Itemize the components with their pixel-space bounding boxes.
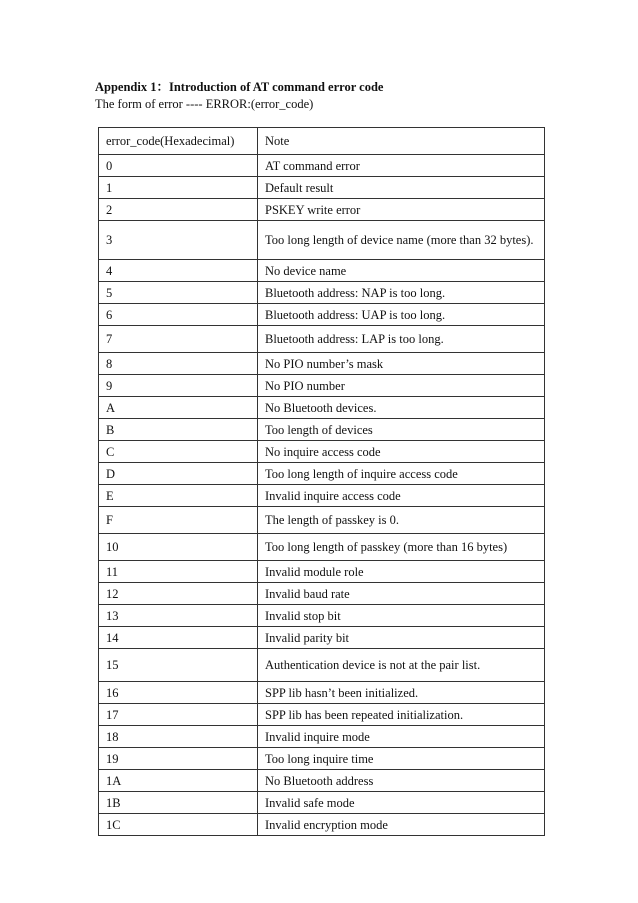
note-cell: Invalid parity bit — [258, 627, 545, 649]
table-row — [99, 375, 545, 397]
note-cell: Bluetooth address: LAP is too long. — [258, 326, 545, 353]
error-code-cell: 18 — [99, 726, 258, 748]
note-cell: No PIO number — [258, 375, 545, 397]
table-row — [99, 353, 545, 375]
note-cell: Too long inquire time — [258, 748, 545, 770]
note-cell: Invalid safe mode — [258, 792, 545, 814]
error-code-cell: C — [99, 441, 258, 463]
error-format-line: The form of error ---- ERROR:(error_code) — [95, 97, 314, 111]
error-code-cell: 4 — [99, 260, 258, 282]
table-row — [99, 507, 545, 534]
table-row — [99, 605, 545, 627]
table-row — [99, 627, 545, 649]
table-row — [99, 704, 545, 726]
error-code-cell: 9 — [99, 375, 258, 397]
error-code-cell: 10 — [99, 534, 258, 561]
table-row — [99, 199, 545, 221]
table-row — [99, 326, 545, 353]
note-cell: No Bluetooth devices. — [258, 397, 545, 419]
note-cell: Default result — [258, 177, 545, 199]
note-cell: Too long length of inquire access code — [258, 463, 545, 485]
table-row — [99, 583, 545, 605]
header-note: Note — [258, 128, 545, 155]
table-row — [99, 304, 545, 326]
error-code-cell: D — [99, 463, 258, 485]
table-row — [99, 561, 545, 583]
note-cell: Invalid inquire mode — [258, 726, 545, 748]
error-code-cell: 16 — [99, 682, 258, 704]
note-cell: Invalid inquire access code — [258, 485, 545, 507]
table-row — [99, 441, 545, 463]
table-row — [99, 177, 545, 199]
table-row — [99, 726, 545, 748]
error-code-cell: 1C — [99, 814, 258, 836]
note-cell: AT command error — [258, 155, 545, 177]
note-cell: No PIO number’s mask — [258, 353, 545, 375]
table-row — [99, 792, 545, 814]
error-code-cell: 5 — [99, 282, 258, 304]
note-cell: Bluetooth address: UAP is too long. — [258, 304, 545, 326]
table-row — [99, 748, 545, 770]
error-code-cell: 7 — [99, 326, 258, 353]
note-cell: SPP lib hasn’t been initialized. — [258, 682, 545, 704]
error-code-cell: 8 — [99, 353, 258, 375]
table-row — [99, 770, 545, 792]
table-header-row — [99, 128, 545, 155]
error-code-cell: 17 — [99, 704, 258, 726]
error-code-cell: 2 — [99, 199, 258, 221]
header-error-code: error_code(Hexadecimal) — [99, 128, 258, 155]
error-code-cell: 11 — [99, 561, 258, 583]
table-row — [99, 221, 545, 260]
note-cell: PSKEY write error — [258, 199, 545, 221]
note-cell: Too long length of passkey (more than 16 bytes) — [258, 534, 545, 561]
note-cell: Invalid encryption mode — [258, 814, 545, 836]
table-row — [99, 419, 545, 441]
note-cell: Too length of devices — [258, 419, 545, 441]
error-code-cell: 1A — [99, 770, 258, 792]
error-code-cell: E — [99, 485, 258, 507]
note-cell: No inquire access code — [258, 441, 545, 463]
table-row — [99, 814, 545, 836]
table-row — [99, 397, 545, 419]
note-cell: No Bluetooth address — [258, 770, 545, 792]
error-code-cell: 1B — [99, 792, 258, 814]
table-row — [99, 260, 545, 282]
table-row — [99, 682, 545, 704]
error-code-cell: A — [99, 397, 258, 419]
error-code-cell: 13 — [99, 605, 258, 627]
error-code-table — [98, 127, 545, 836]
error-code-cell: 19 — [99, 748, 258, 770]
note-cell: Bluetooth address: NAP is too long. — [258, 282, 545, 304]
error-code-cell: 14 — [99, 627, 258, 649]
note-cell: No device name — [258, 260, 545, 282]
note-cell: Invalid stop bit — [258, 605, 545, 627]
table-row — [99, 155, 545, 177]
table-row — [99, 463, 545, 485]
table-row — [99, 534, 545, 561]
error-code-cell: 3 — [99, 221, 258, 260]
error-code-cell: 6 — [99, 304, 258, 326]
error-code-cell: 15 — [99, 649, 258, 682]
note-cell: The length of passkey is 0. — [258, 507, 545, 534]
table-row — [99, 282, 545, 304]
appendix-heading: Appendix 1：Introduction of AT command error code — [95, 80, 384, 94]
error-code-cell: 1 — [99, 177, 258, 199]
error-code-cell: F — [99, 507, 258, 534]
note-cell: Invalid baud rate — [258, 583, 545, 605]
note-cell: Authentication device is not at the pair list. — [258, 649, 545, 682]
note-cell: Too long length of device name (more than 32 bytes). — [258, 221, 545, 260]
error-code-cell: 12 — [99, 583, 258, 605]
note-cell: Invalid module role — [258, 561, 545, 583]
error-code-cell: 0 — [99, 155, 258, 177]
error-code-cell: B — [99, 419, 258, 441]
note-cell: SPP lib has been repeated initialization. — [258, 704, 545, 726]
table-row — [99, 649, 545, 682]
table-row — [99, 485, 545, 507]
